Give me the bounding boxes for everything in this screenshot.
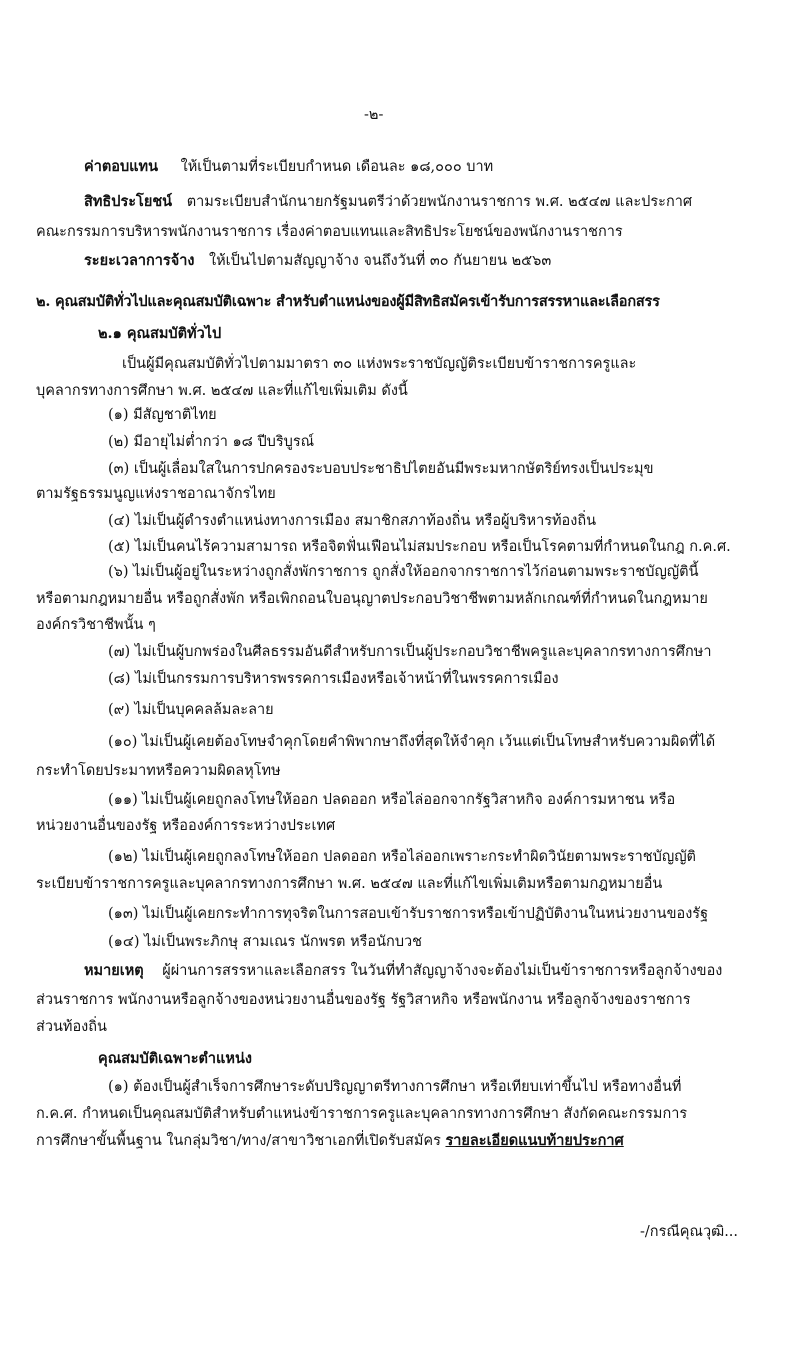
specific-line3-text: การศึกษาขั้นพื้นฐาน ในกลุ่มวิชา/ทาง/สาขาวิชาเอกที่เปิดรับสมัคร xyxy=(36,1133,446,1149)
item-2: (๒) มีอายุไม่ต่ำกว่า ๑๘ ปีบริบูรณ์ xyxy=(108,434,315,450)
specific-heading: คุณสมบัติเฉพาะตำแหน่ง xyxy=(98,1050,252,1067)
item-5: (๕) ไม่เป็นคนไร้ความสามารถ หรือจิตฟั่นเฟือนไม่สมประกอบ หรือเป็นโรคตามที่กำหนดในกฎ ก.ค.ศ. xyxy=(108,539,731,555)
section2-heading: ๒. คุณสมบัติทั่วไปและคุณสมบัติเฉพาะ สำหรับตำแหน่งของผู้มีสิทธิสมัครเข้ารับการสรรหาและเลือกสรร xyxy=(36,293,660,310)
continuation-note: -/กรณีคุณวุฒิ... xyxy=(640,1224,739,1240)
item-10-cont: กระทำโดยประมาทหรือความผิดลหุโทษ xyxy=(36,763,281,779)
item-3-cont: ตามรัฐธรรมนูญแห่งราชอาณาจักรไทย xyxy=(36,486,276,502)
benefits-label: สิทธิประโยชน์ xyxy=(84,193,173,210)
item-1: (๑) มีสัญชาติไทย xyxy=(108,407,217,423)
item-4: (๔) ไม่เป็นผู้ดำรงตำแหน่งทางการเมือง สมาชิกสภาท้องถิ่น หรือผู้บริหารท้องถิ่น xyxy=(108,513,597,529)
item-11: (๑๑) ไม่เป็นผู้เคยถูกลงโทษให้ออก ปลดออก หรือไล่ออกจากรัฐวิสาหกิจ องค์การมหาชน หรือ xyxy=(108,792,676,808)
page-number: -๒- xyxy=(364,107,384,123)
compensation-text: ให้เป็นตามที่ระเบียบกำหนด เดือนละ ๑๘,๐๐๐ บาท xyxy=(180,159,494,175)
benefits-row xyxy=(84,191,692,213)
remark-line3: ส่วนท้องถิ่น xyxy=(36,1019,107,1035)
item-11-cont: หน่วยงานอื่นของรัฐ หรือองค์การระหว่างประเทศ xyxy=(36,818,336,834)
item-7: (๗) ไม่เป็นผู้บกพร่องในศีลธรรมอันดีสำหรับการเป็นผู้ประกอบวิชาชีพครูและบุคลากรทางการศึกษา xyxy=(108,644,712,660)
item-13: (๑๓) ไม่เป็นผู้เคยกระทำการทุจริตในการสอบเข้ารับราชการหรือเข้าปฏิบัติงานในหน่วยงานของรัฐ xyxy=(108,906,709,922)
item-12-cont: ระเบียบข้าราชการครูและบุคลากรทางการศึกษา พ.ศ. ๒๕๔๗ และที่แก้ไขเพิ่มเติมหรือตามกฎหมายอื่น xyxy=(36,876,663,892)
duration-label: ระยะเวลาการจ้าง xyxy=(84,252,195,269)
item-14: (๑๔) ไม่เป็นพระภิกษุ สามเณร นักพรต หรือนักบวช xyxy=(108,934,423,950)
compensation-row xyxy=(84,156,493,178)
item-10: (๑๐) ไม่เป็นผู้เคยต้องโทษจำคุกโดยคำพิพากษาถึงที่สุดให้จำคุก เว้นแต่เป็นโทษสำหรับความผิดที่ได้ xyxy=(108,734,716,750)
specific-line1: (๑) ต้องเป็นผู้สำเร็จการศึกษาระดับปริญญาตรีทางการศึกษา หรือเทียบเท่าขึ้นไป หรือทางอื่นที่ xyxy=(108,1079,682,1095)
item-12: (๑๒) ไม่เป็นผู้เคยถูกลงโทษให้ออก ปลดออก หรือไล่ออกเพราะกระทำผิดวินัยตามพระราชบัญญัติ xyxy=(108,849,696,865)
duration-text: ให้เป็นไปตามสัญญาจ้าง จนถึงวันที่ ๓๐ กันยายน ๒๕๖๓ xyxy=(209,253,552,269)
intro-line1: เป็นผู้มีคุณสมบัติทั่วไปตามมาตรา ๓๐ แห่งพระราชบัญญัติระเบียบข้าราชการครูและ xyxy=(122,356,637,372)
item-8: (๘) ไม่เป็นกรรมการบริหารพรรคการเมืองหรือเจ้าหน้าที่ในพรรคการเมือง xyxy=(108,671,559,687)
intro-line2: บุคลากรทางการศึกษา พ.ศ. ๒๕๔๗ และที่แก้ไขเพิ่มเติม ดังนี้ xyxy=(36,383,408,399)
benefits-text: ตามระเบียบสำนักนายกรัฐมนตรีว่าด้วยพนักงานราชการ พ.ศ. ๒๕๔๗ และประกาศ xyxy=(186,194,693,210)
remark-line2: ส่วนราชการ พนักงานหรือลูกจ้างของหน่วยงานอื่นของรัฐ รัฐวิสาหกิจ หรือพนักงาน หรือลูกจ้างของราชการ xyxy=(36,992,691,1008)
specific-line2: ก.ค.ศ. กำหนดเป็นคุณสมบัติสำหรับตำแหน่งข้าราชการครูและบุคลากรทางการศึกษา สังกัดคณะกรรมการ xyxy=(36,1106,688,1122)
specific-line3 xyxy=(36,1130,624,1152)
item-6-cont1: หรือตามกฎหมายอื่น หรือถูกสั่งพัก หรือเพิกถอนใบอนุญาตประกอบวิชาชีพตามหลักเกณฑ์ที่กำหนดในกฎหมาย xyxy=(36,591,708,607)
item-3: (๓) เป็นผู้เลื่อมใสในการปกครองระบอบประชาธิปไตยอันมีพระมหากษัตริย์ทรงเป็นประมุข xyxy=(108,461,654,477)
benefits-text-cont: คณะกรรมการบริหารพนักงานราชการ เรื่องค่าตอบแทนและสิทธิประโยชน์ของพนักงานราชการ xyxy=(36,224,623,240)
remark-line1: ผู้ผ่านการสรรหาและเลือกสรร ในวันที่ทำสัญญาจ้างจะต้องไม่เป็นข้าราชการหรือลูกจ้างของ xyxy=(162,963,723,979)
compensation-label: ค่าตอบแทน xyxy=(84,158,158,175)
item-9: (๙) ไม่เป็นบุคคลล้มละลาย xyxy=(108,702,274,718)
remark-row xyxy=(84,960,722,982)
item-6: (๖) ไม่เป็นผู้อยู่ในระหว่างถูกสั่งพักราชการ ถูกสั่งให้ออกจากราชการไว้ก่อนตามพระราชบัญญัตินี้ xyxy=(108,564,699,580)
duration-row xyxy=(84,250,551,272)
remark-label: หมายเหตุ xyxy=(84,962,144,979)
sub21-heading: ๒.๑ คุณสมบัติทั่วไป xyxy=(98,325,222,342)
attachment-reference: รายละเอียดแนบท้ายประกาศ xyxy=(445,1132,624,1149)
item-6-cont2: องค์กรวิชาชีพนั้น ๆ xyxy=(36,617,156,633)
